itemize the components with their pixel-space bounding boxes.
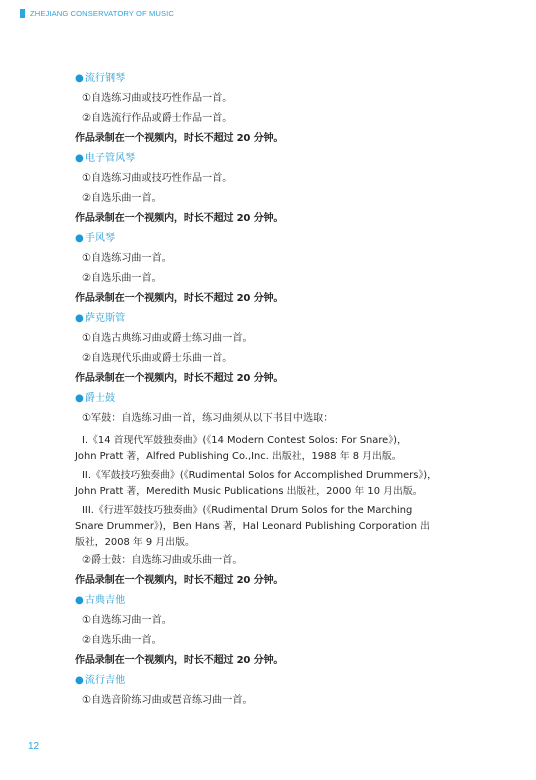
page-number: 12	[28, 741, 40, 752]
list-item: ②自选乐曲一首。	[82, 273, 162, 284]
section-title-pop-guitar	[75, 674, 463, 694]
bullet-icon: ●	[75, 393, 84, 404]
list-item: ①军鼓：自选练习曲一首，练习曲须从以下书目中选取：	[82, 413, 334, 424]
section-title-jazz-drum	[75, 392, 463, 412]
list-item: ②自选现代乐曲或爵士乐曲一首。	[82, 353, 233, 364]
reference-line: John Pratt 著，Alfred Publishing Co.,Inc. 出版社，1988 年 8 月出版。	[75, 451, 402, 462]
list-item: ①自选练习曲或技巧性作品一首。	[82, 173, 233, 184]
reference-entry	[75, 468, 463, 500]
section-title-text: 手风琴	[84, 233, 116, 244]
section-title-pop-piano	[75, 72, 463, 92]
bullet-icon: ●	[75, 233, 84, 244]
reference-line: John Pratt 著，Meredith Music Publications 出版社，2000 年 10 月出版。	[75, 486, 423, 497]
duration-note: 作品录制在一个视频内，时长不超过 20 分钟。	[75, 213, 284, 224]
bullet-icon: ●	[75, 595, 84, 606]
reference-line: 版社，2008 年 9 月出版。	[75, 537, 195, 548]
list-item: ②自选流行作品或爵士作品一首。	[82, 113, 233, 124]
header-mark	[20, 9, 25, 18]
section-title-text: 爵士鼓	[84, 393, 116, 404]
duration-note: 作品录制在一个视频内，时长不超过 20 分钟。	[75, 655, 284, 666]
section-title-text: 古典吉他	[84, 595, 126, 606]
reference-entry	[75, 433, 463, 465]
section-title-accordion	[75, 232, 463, 252]
duration-note: 作品录制在一个视频内，时长不超过 20 分钟。	[75, 133, 284, 144]
bullet-icon: ●	[75, 73, 84, 84]
list-item: ①自选练习曲或技巧性作品一首。	[82, 93, 233, 104]
section-title-electone	[75, 152, 463, 172]
bullet-icon: ●	[75, 675, 84, 686]
page-header	[20, 7, 174, 19]
section-title-text: 萨克斯管	[84, 313, 126, 324]
bullet-icon: ●	[75, 153, 84, 164]
section-title-text: 流行吉他	[84, 675, 126, 686]
section-title-text: 电子管风琴	[84, 153, 136, 164]
list-item: ②自选乐曲一首。	[82, 193, 162, 204]
reference-entry	[75, 503, 463, 551]
list-item: ①自选古典练习曲或爵士练习曲一首。	[82, 333, 253, 344]
reference-line: Snare Drummer》)，Ben Hans 著，Hal Leonard Publishing Corporation 出	[75, 521, 430, 532]
list-item: ①自选练习曲一首。	[82, 615, 172, 626]
list-item: ①自选练习曲一首。	[82, 253, 172, 264]
duration-note: 作品录制在一个视频内，时长不超过 20 分钟。	[75, 373, 284, 384]
section-title-text: 流行钢琴	[84, 73, 126, 84]
reference-line: III.《行进军鼓技巧独奏曲》(《Rudimental Drum Solos for the Marching	[82, 505, 413, 516]
reference-line: II.《军鼓技巧独奏曲》(《Rudimental Solos for Accomplished Drummers》)，	[82, 470, 438, 481]
section-title-saxophone	[75, 312, 463, 332]
bullet-icon: ●	[75, 313, 84, 324]
list-item: ②自选乐曲一首。	[82, 635, 162, 646]
duration-note: 作品录制在一个视频内，时长不超过 20 分钟。	[75, 575, 284, 586]
page-content	[75, 72, 463, 714]
header-text: ZHEJIANG CONSERVATORY OF MUSIC	[30, 8, 174, 18]
duration-note: 作品录制在一个视频内，时长不超过 20 分钟。	[75, 293, 284, 304]
list-item: ②爵士鼓：自选练习曲或乐曲一首。	[82, 555, 243, 566]
section-title-classical-guitar	[75, 594, 463, 614]
list-item: ①自选音阶练习曲或琶音练习曲一首。	[82, 695, 253, 706]
reference-line: I.《14 首现代军鼓独奏曲》(《14 Modern Contest Solos: For Snare》)，	[82, 435, 407, 446]
